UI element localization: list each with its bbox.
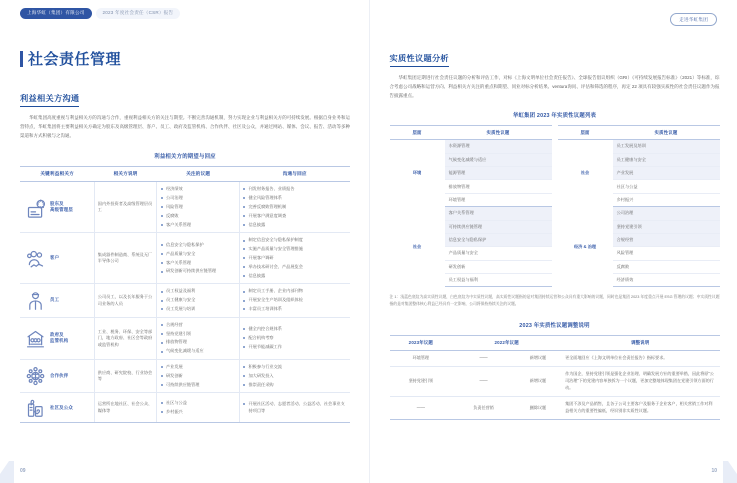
stakeholder-topics <box>157 182 240 233</box>
stakeholder-table-caption: 利益相关方的期望与回应 <box>154 154 216 161</box>
table-row <box>20 393 350 423</box>
list-item: 推崇责任采购 <box>243 382 347 389</box>
stakeholder-responses <box>239 233 350 284</box>
adjust-topic-2022: —— <box>452 367 515 397</box>
list-item: 乡村振兴 <box>160 409 236 416</box>
material-topic-cell: 信息安全与隐私保护 <box>445 233 552 246</box>
stakeholder-topics <box>157 393 240 423</box>
table-row <box>390 397 720 420</box>
adjust-topic-2023: 坚持党建引领 <box>390 367 453 397</box>
stakeholder-cell <box>20 182 94 233</box>
col-responses: 沟通与回应 <box>239 167 350 182</box>
list-item: 研发创新可持续供应链管理 <box>160 268 236 275</box>
list-item: 信息披露 <box>243 273 347 280</box>
material-topic-cell: 产业发展 <box>613 167 720 180</box>
report-pill: 2023 年度社会责任（CSR）报告 <box>96 8 181 19</box>
list-item: 开展客户调研 <box>243 255 347 262</box>
list-item: 配合机构考察 <box>243 335 347 342</box>
company-pill: 上海华虹（集团）有限公司 <box>20 8 92 19</box>
stakeholder-label: 股东及 高级管理层 <box>50 201 73 213</box>
stakeholder-table-header-row <box>20 167 350 182</box>
stakeholder-paragraph: 华虹集团高度重视与利益相关方的沟通与合作，重视利益相关方的关注与期望。不断完善沟通机制，努力实现企业与利益相关方的可持续发展。根据自身业务和运营特点，华虹集团将主要利益相关方确定为股东及高级管理层、客户、员工、政府及监管机构、合作伙伴、社区及公众，并通过网站、媒体、会议、报告、活动等多种渠道和方式积极与之沟通。 <box>20 115 350 138</box>
section-title-stakeholder: 利益相关方沟通 <box>20 88 350 107</box>
page-title-text: 社会责任管理 <box>28 51 122 68</box>
material-topic-cell: 乡村振兴 <box>613 193 720 206</box>
adjust-action: 新增议题 <box>515 367 561 397</box>
materiality-table <box>390 125 720 287</box>
adjust-topic-2022: —— <box>452 351 515 367</box>
list-item: 客户关系管理 <box>160 260 236 267</box>
adjust-topic-2023: —— <box>390 397 453 420</box>
list-item: 坚持党建引领 <box>160 331 236 338</box>
adjust-topic-2022: 负责任营销 <box>452 397 515 420</box>
dimension-cell: 环境 <box>390 140 445 207</box>
community-public-icon <box>25 397 46 418</box>
dimension-cell: 经济 & 治理 <box>558 207 613 287</box>
stakeholder-topics <box>157 359 240 392</box>
list-item: 合规经营 <box>160 322 236 329</box>
list-item: 开展社区活动、志愿者活动、公益活动、社会事业支持项目等 <box>243 401 347 414</box>
list-item: 信息安全与隐私保护 <box>160 242 236 249</box>
stakeholder-cell <box>20 393 94 423</box>
list-item: 排放物管理 <box>160 339 236 346</box>
stakeholder-label: 客户 <box>50 255 60 261</box>
stakeholder-description: 集成器件制造商、系统及无厂半导体公司 <box>94 233 157 284</box>
page-number-left: 09 <box>20 468 26 474</box>
list-item: 社区与公益 <box>160 400 236 407</box>
list-item: 产业发展 <box>160 364 236 371</box>
stakeholder-label: 政府及 监管机构 <box>50 332 69 344</box>
list-item: 开展客户满意度调查 <box>243 213 347 220</box>
table-row <box>390 351 720 367</box>
stakeholder-label: 社区及公众 <box>50 404 73 410</box>
list-item: 气候变化减缓与适应 <box>160 348 236 355</box>
list-item: 举办技术研讨会、产品展览会 <box>243 264 347 271</box>
materiality-column-left <box>390 125 552 287</box>
list-item: 可持续供应链管理 <box>160 382 236 389</box>
stakeholder-description: 供应商、研究院校、行业协会等 <box>94 359 157 392</box>
col-stakeholder: 关键利益相关方 <box>20 167 94 182</box>
material-topic-cell: 员工健康与安全 <box>613 153 720 166</box>
running-header-right <box>670 8 717 26</box>
col-topics: 关注的议题 <box>157 167 240 182</box>
list-item: 积极参与行业交流 <box>243 364 347 371</box>
adjust-reason: 更全面地回应《上海文明单位社会责任报告》指标要求。 <box>561 351 719 367</box>
list-item: 加大研发投入 <box>243 373 347 380</box>
stakeholder-label: 合作伙伴 <box>50 372 69 378</box>
col-topic-2022: 2022年议题 <box>452 336 561 351</box>
list-item: 员工发展与培训 <box>160 306 236 313</box>
list-item: 开展安全生产培训及组织体检 <box>243 297 347 304</box>
stakeholder-description: 工业、税务、环保、安全等部门，地方政府、社区会等政府或监管机构 <box>94 317 157 359</box>
materiality-paragraph: 华虹集团定期进行社会责任议题的分析和评估工作，对标《上海文明单位社会责任报告》、全球报告倡议组织（GRI）《可持续发展报告标准》（2021）等标准，综合考虑公司战略和运营方向、利益相关方关注的重点和期望、同业对标分析结果、ventura询问、评估和筛选的程序，再定 22 项具有较强实质性的社会责任议题作为报告披露重点。 <box>389 75 720 98</box>
running-header-left <box>20 8 180 19</box>
page-number-right: 10 <box>711 468 717 474</box>
material-topic-cell: 社区与公益 <box>613 180 720 193</box>
government-regulator-icon <box>25 328 46 349</box>
material-topic-cell: 风险管理 <box>613 247 720 260</box>
stakeholder-description: 国内外投资者及高级管理层员工 <box>94 182 157 233</box>
col-dimension-right: 层面 <box>558 126 613 140</box>
adjust-topic-2023: 环境管理 <box>390 351 453 367</box>
list-item: 制定员工手册、企业内部刊物 <box>243 288 347 295</box>
table-row <box>20 359 350 392</box>
col-description: 相关方说明 <box>94 167 157 182</box>
table-row <box>390 140 552 153</box>
list-item: 风险管理 <box>160 204 236 211</box>
adjust-reason: 集团不涉及产品销售，且各子公司主要客户及服务于企业客户，相关营销工作对利益相关方的重要性偏低，经识别非实质性议题。 <box>561 397 719 420</box>
stakeholder-responses <box>239 182 350 233</box>
material-topic-cell: 经济绩效 <box>613 274 720 287</box>
dimension-cell: 社会 <box>390 207 445 287</box>
table-row <box>20 284 350 317</box>
list-item: 健全内控合规体系 <box>243 326 347 333</box>
col-adjust-reason: 调整说明 <box>561 336 719 351</box>
material-topic-cell: 员工权益与福利 <box>445 274 552 287</box>
adjust-table-caption: 2023 年实质性议题调整说明 <box>519 323 590 330</box>
stakeholder-responses <box>239 359 350 392</box>
stakeholder-description: 运营所在地社区、社会公众、媒体等 <box>94 393 157 423</box>
col-material-topic-left: 实质性议题 <box>445 126 552 140</box>
list-item: 反腐败 <box>160 213 236 220</box>
material-topic-cell: 反腐败 <box>613 260 720 273</box>
material-topic-cell: 合规经营 <box>613 233 720 246</box>
list-item: 研发创新 <box>160 373 236 380</box>
adjust-action: 删除议题 <box>515 397 561 420</box>
material-topic-cell: 排放物管理 <box>445 180 552 193</box>
material-topic-cell: 公司治理 <box>613 207 720 220</box>
material-topic-cell: 环境管理 <box>445 193 552 206</box>
title-accent-bar <box>20 51 23 67</box>
list-item: 实施产品质量与安全管理措施 <box>243 246 347 253</box>
material-topic-cell: 客户关系管理 <box>445 207 552 220</box>
stakeholder-label: 员工 <box>50 297 60 303</box>
materiality-column-right <box>558 125 720 287</box>
list-item: 员工权益及福利 <box>160 288 236 295</box>
page-corner-mark-right <box>723 461 737 483</box>
material-topic-cell: 气候变化减缓与适应 <box>445 153 552 166</box>
materiality-note: 注 1：浅蓝色底纹为高实质性议题，白色底纹为中实质性议题，高实质性议题指的是对集团持续运营和公众具有重大影响的议题，同时也是集团 2023 年度重点开展 ESG 管理的议题；中实质性议题指的是对集团整体核心利益已经具有一定影响，公司将保持持续关注的议题。 <box>389 295 720 307</box>
stakeholder-cell <box>20 317 94 359</box>
stakeholder-responses <box>239 284 350 317</box>
adjust-reason: 作为国企，坚持党建引领是强化企业治理、明确发展方针的重要举措，因此将原“公司治理”下的党建内容单独拆为一个议题，更加完整地体现集团在党建引领方面的行动。 <box>561 367 719 397</box>
customer-icon <box>25 248 46 269</box>
stakeholder-description: 公司员工，以及长年服务于公司业务的人员 <box>94 284 157 317</box>
stakeholder-cell <box>20 233 94 284</box>
employee-icon <box>25 290 46 311</box>
stakeholder-cell <box>20 359 94 392</box>
stakeholder-cell <box>20 284 94 317</box>
list-item: 开展节能减碳工作 <box>243 344 347 351</box>
section-title-materiality: 实质性议题分析 <box>390 48 720 67</box>
material-topic-cell: 研发创新 <box>445 260 552 273</box>
table-row <box>20 317 350 359</box>
material-topic-cell: 坚持党建引领 <box>613 220 720 233</box>
material-topic-cell: 产品质量与安全 <box>445 247 552 260</box>
material-topic-cell: 能源管理 <box>445 167 552 180</box>
list-item: 公司治理 <box>160 195 236 202</box>
list-item: 丰富员工培训体系 <box>243 306 347 313</box>
adjust-table <box>390 335 720 420</box>
materiality-table-caption: 华虹集团 2023 年实质性议题列表 <box>512 113 597 120</box>
table-row <box>390 367 720 397</box>
list-item: 健全风险管理体系 <box>243 195 347 202</box>
table-row <box>20 233 350 284</box>
adjust-action: 新增议题 <box>515 351 561 367</box>
partner-icon <box>25 366 46 387</box>
list-item: 员工健康与安全 <box>160 297 236 304</box>
table-row <box>20 182 350 233</box>
col-material-topic-right: 实质性议题 <box>613 126 720 140</box>
stakeholder-topics <box>157 317 240 359</box>
material-topic-cell: 水资源管理 <box>445 140 552 153</box>
stakeholder-topics <box>157 284 240 317</box>
shareholder-management-icon <box>25 197 46 218</box>
chapter-pill: 走进华虹集团 <box>670 13 717 26</box>
table-row <box>558 140 720 153</box>
col-topic-2023: 2023年议题 <box>390 336 453 351</box>
table-row <box>390 207 552 220</box>
stakeholder-responses <box>239 393 350 423</box>
list-item: 经济绩效 <box>160 186 236 193</box>
page-corner-mark-left <box>0 461 14 483</box>
table-row <box>558 207 720 220</box>
list-item: 客户关系管理 <box>160 222 236 229</box>
stakeholder-table <box>20 166 350 423</box>
list-item: 产品质量与安全 <box>160 251 236 258</box>
list-item: 信息披露 <box>243 222 347 229</box>
list-item: 完善反腐败管理机制 <box>243 204 347 211</box>
right-page <box>369 0 737 483</box>
list-item: 刊发财务报告、业绩报告 <box>243 186 347 193</box>
material-topic-cell: 员工发展及培训 <box>613 140 720 153</box>
stakeholder-topics <box>157 233 240 284</box>
col-dimension-left: 层面 <box>390 126 445 140</box>
dimension-cell: 社会 <box>558 140 613 207</box>
material-topic-cell: 可持续供应链管理 <box>445 220 552 233</box>
page-title <box>20 48 121 69</box>
list-item: 制定信息安全与隐私保护制度 <box>243 237 347 244</box>
stakeholder-responses <box>239 317 350 359</box>
